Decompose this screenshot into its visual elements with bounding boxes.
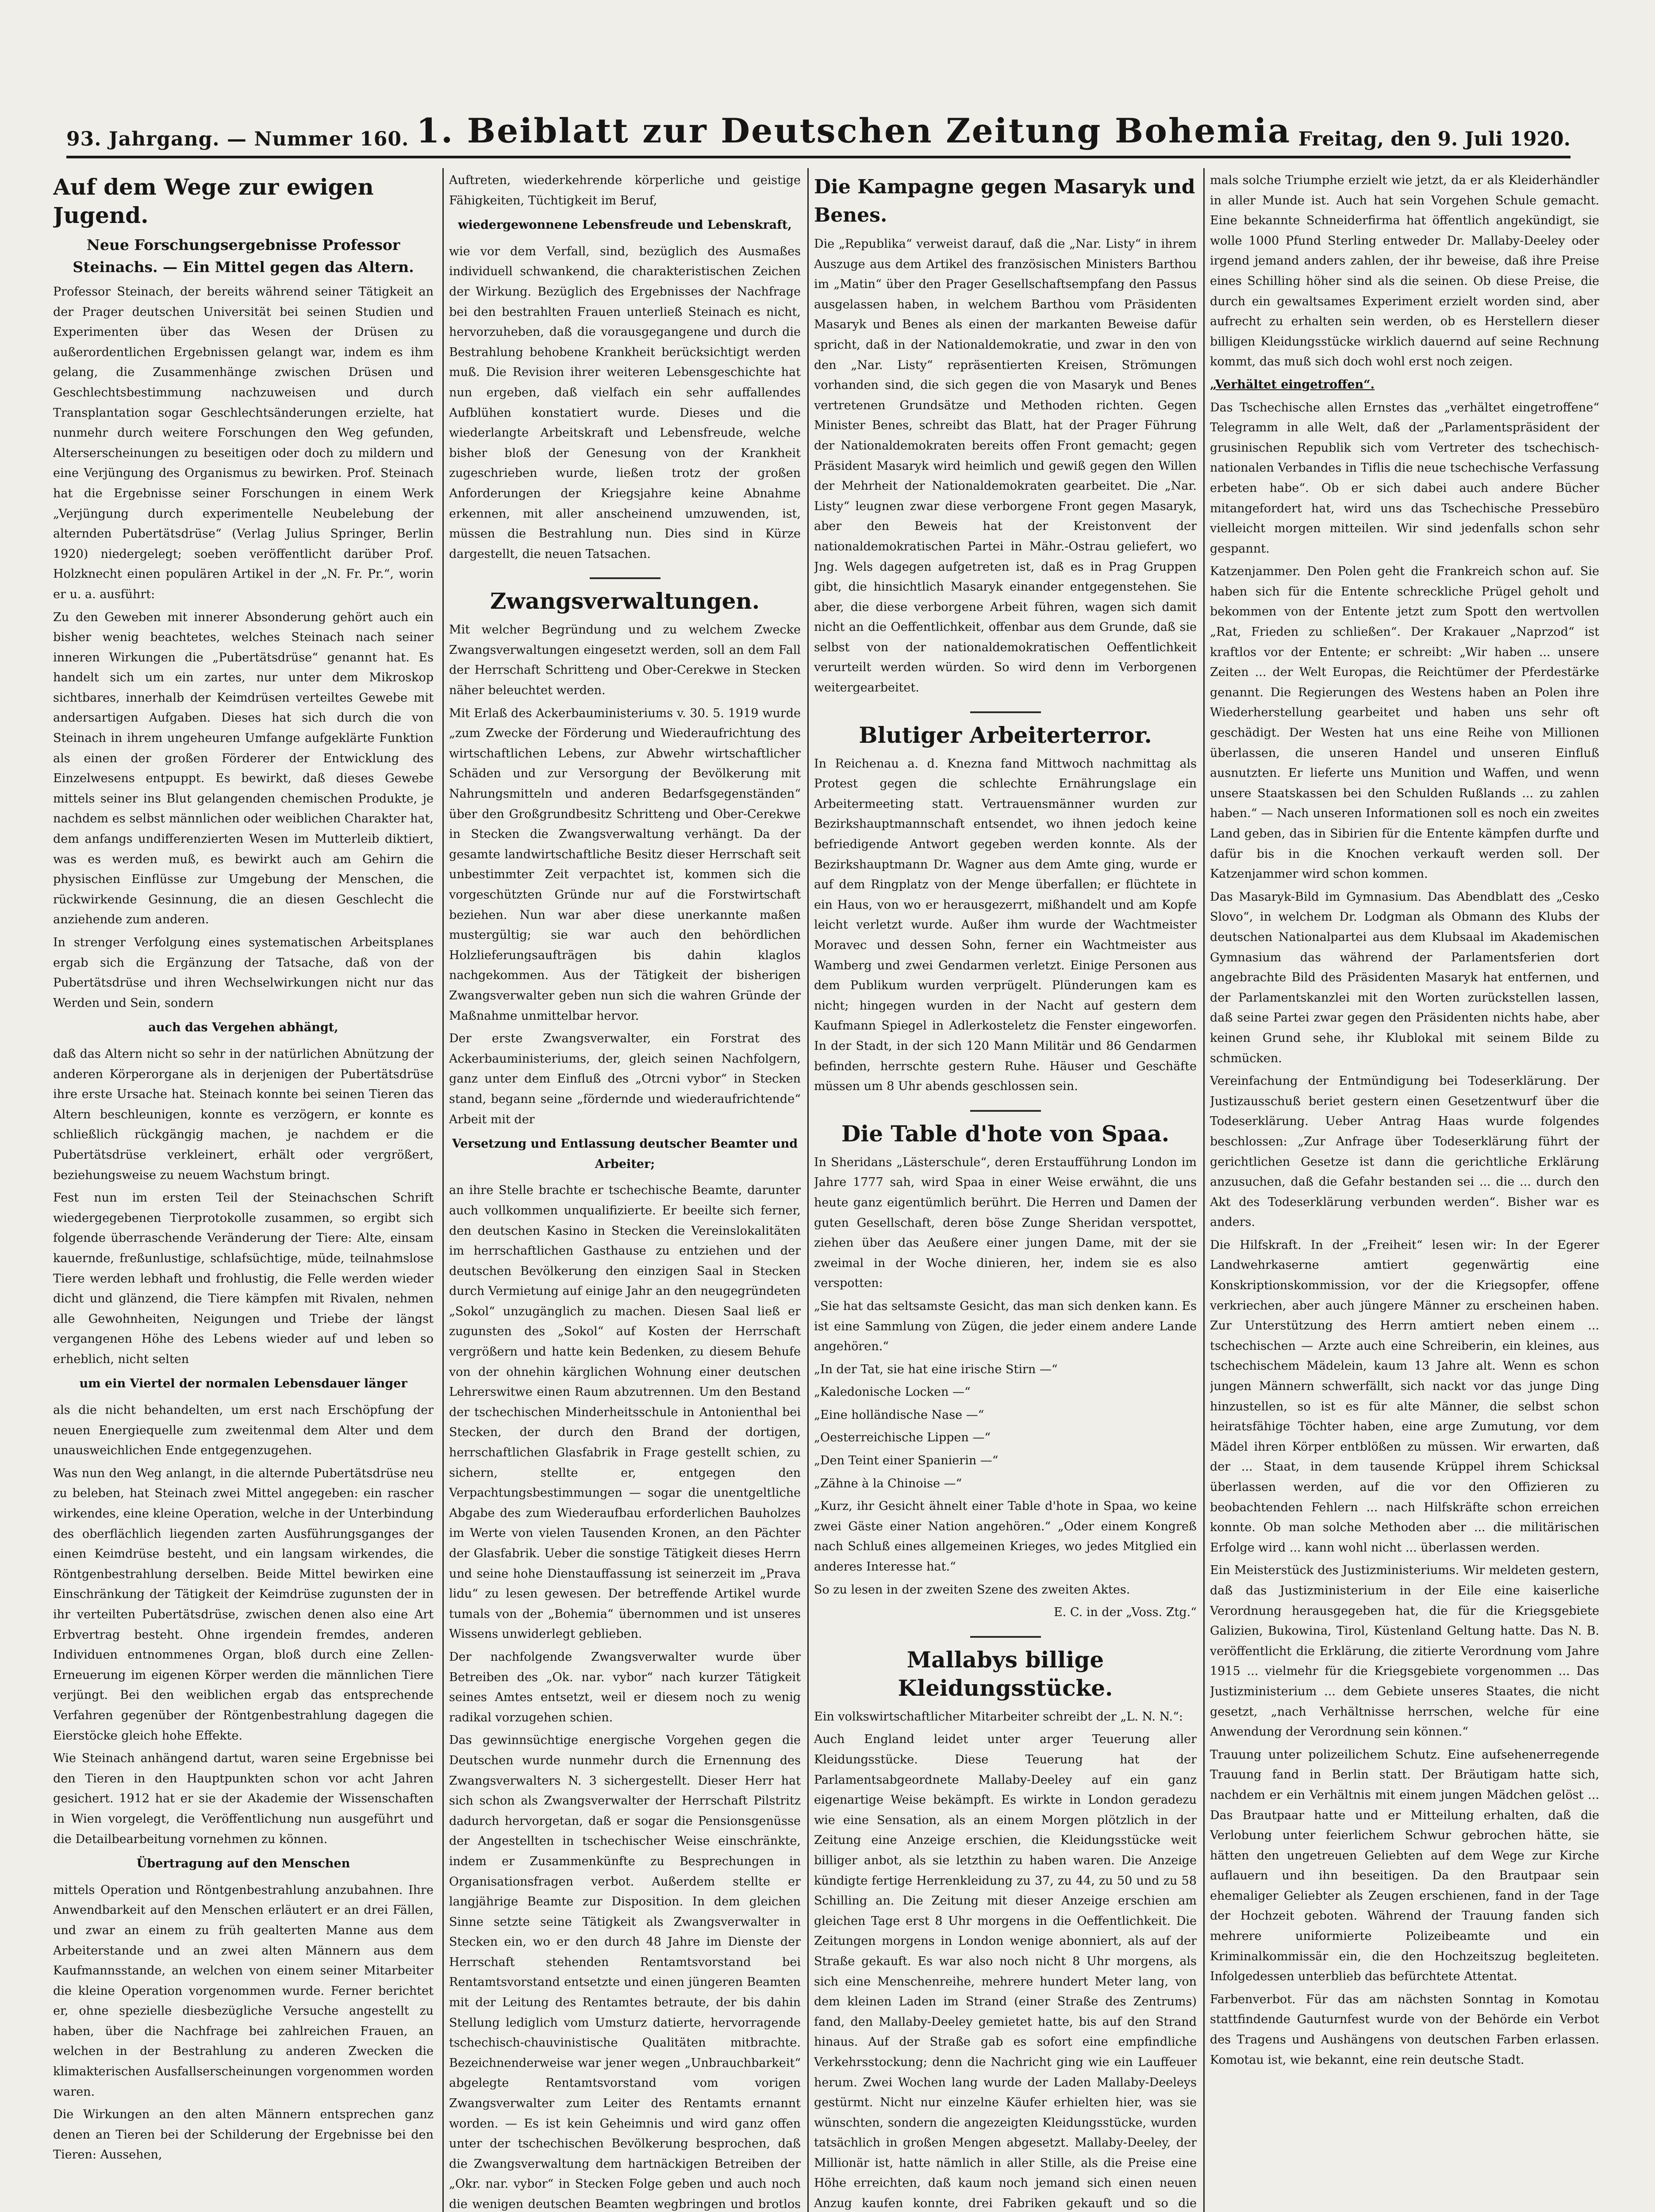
item-heading: „Verhältet eingetroffen“. [1210, 377, 1375, 392]
paragraph: Farbenverbot. Für das am nächsten Sonntag in Komotau stattfindende Gauturnfest wurde von der Behörde ein Verbot des Tragens und Aushängens von deutschen Farben erlassen. Komotau ist, wie bekannt, eine rein deutsche Stadt. [1210, 1992, 1599, 2067]
emphasized-line: um ein Viertel der normalen Lebensdauer länger [79, 1377, 407, 1391]
paragraph: Ein volkswirtschaftlicher Mitarbeiter schreibt der „L. N. N.“: [814, 1709, 1183, 1724]
article-headline: Auf dem Wege zur ewigen Jugend. [53, 174, 374, 228]
paragraph: Die Hilfskraft. In der „Freiheit“ lesen wir: In der Egerer Landwehrkaserne amtiert gegenwärtig eine Konskriptionskommission, vor der die Kriegsopfer, offene verkriechen, aber auch jüngere Männer zu erscheinen haben. Zur Unterstützung des Herrn amtiert neben einem ... tschechischen — Arzte auch eine Schreiberin, ein kleines, aus tschechischem Mädelein, kaum 13 Jahre alt. Wenn es schon jungen Männern schwerfällt, sich nackt vor das junge Ding hinzustellen, so ist es für alte Männer, die selbst schon heiratsfähige Töchter haben, eine arge Zumutung, vor dem Mädel ihren Körper entblößen zu müssen. Wir erwarten, daß der ... Staat, in dem tausende Krüppel ihrem Schicksal überlassen werden, auf die vor den Offizieren zu beobachtenden Fehlern ... nach Hilfskräfte schon erreichen konnte. Ob man solche Methoden aber ... die militärischen Erfolge wird ... kann wohl nicht ... überlassen werden. [1210, 1238, 1599, 1555]
paragraph: Mit Erlaß des Ackerbauministeriums v. 30. 5. 1919 wurde „zum Zwecke der Förderung und Wiederaufrichtung des wirtschaftlichen Lebens, zur Abwehr wirtschaftlicher Schäden und zur Versorgung der Bevölkerung mit Nahrungsmitteln und anderen Bedarfsgegenständen“ über den Großgrundbesitz Schritteng und Ober-Cerekwe in Stecken die Zwangsverwaltung verhängt. Da der gesamte landwirtschaftliche Besitz dieser Herrschaft seit unbestimmter Zeit verpachtet ist, kommen sich die vorgeschützten Gründe nur auf die Forstwirtschaft beziehen. Nun war aber diese unerkannte maßen mustergültig; sie war auch den behördlichen Holzlieferungsaufträgen bis dahin klaglos nachgekommen. Aus der Tätigkeit der bisherigen Zwangsverwalter geben nun sich die wahren Gründe der Maßnahme unmittelbar hervor. [449, 706, 801, 1023]
article-subheadline: Neue Forschungsergebnisse Professor Steinachs. — Ein Mittel gegen das Altern. [73, 236, 414, 276]
paragraph: Das Tschechische allen Ernstes das „verhältet eingetroffene“ Telegramm in alle Welt, daß der „Parlamentspräsident der grusinischen Republik sich vom Vertreter des tschechisch-nationalen Verbandes in Tiflis die neue tschechische Verfassung erbeten habe“. Ob er sich dabei auch andere Bücher mitangefordert hat, wird uns das Tschechische Pressebüro vielleicht morgen mitteilen. Wir sind jedenfalls schon sehr gespannt. [1210, 400, 1599, 556]
issue-number: 93. Jahrgang. — Nummer 160. [66, 128, 409, 150]
paragraph: In Reichenau a. d. Knezna fand Mittwoch nachmittag als Protest gegen die schlechte Ernährungslage ein Arbeitermeeting statt. Vertrauensmänner wurden zur Bezirkshauptmannschaft entsendet, wo ihnen jedoch keine befriedigende Antwort gegeben werden konnte. Als der Bezirkshauptmann Dr. Wagner aus dem Amte ging, wurde er auf dem Ringplatz von der Menge überfallen; er flüchtete in ein Haus, von wo er herausgezerrt, mißhandelt und am Kopfe leicht verletzt wurde. Außer ihm wurde der Wachtmeister Moravec und dessen Sohn, ferner ein Wachtmeister aus Wamberg und zwei Gendarmen verletzt. Einige Personen aus dem Publikum wurden verprügelt. Plünderungen kam es nicht; hingegen wurden in der Nacht auf gestern dem Kaufmann Spiegel in Adlerkosteletz die Fenster eingeworfen. In der Stadt, in der sich 120 Mann Militär und 86 Gendarmen befinden, herrschte gestern Ruhe. Häuser und Geschäfte müssen um 8 Uhr abends geschlossen sein. [814, 757, 1197, 1094]
emphasized-line: Versetzung und Entlassung deutscher Beamter und Arbeiter; [452, 1137, 798, 1171]
paragraph: In strenger Verfolgung eines systematischen Arbeitsplanes ergab sich die Ergänzung der Tatsache, daß von der Pubertätsdrüse und ihren Wechselwirkungen nicht nur das Werden und Sein, sondern [53, 936, 434, 1010]
column-2 [449, 170, 801, 2212]
newspaper-title: 1. Beiblatt zur Deutschen Zeitung Bohemia [416, 111, 1291, 150]
paragraph: Ein Meisterstück des Justizministeriums. Wir meldeten gestern, daß das Justizministerium in der Eile eine kaiserliche Verordnung herausgegeben hat, die für die Kriegsgebiete Galizien, Bukowina, Tirol, Küstenland Geltung hatte. Das N. B. veröffentlicht die Erklärung, die zitierte Verordnung vom Jahre 1915 ... vielmehr für die Kriegsgebiete vorgenommen ... Das Justizministerium ... dem Gebiete unseres Staates, die nicht gesetzt, „nach Verhältnisse herrschen, welche für eine Anwendung der Verordnung sein können.“ [1210, 1563, 1599, 1739]
quote: „Oesterreichische Lippen —“ [814, 1431, 991, 1445]
quote: „In der Tat, sie hat eine irische Stirn —“ [814, 1362, 1058, 1376]
paragraph: wie vor dem Verfall, sind, bezüglich des Ausmaßes individuell schwankend, die charakteristischen Zeichen der Wirkung. Bezüglich des Ergebnisses der Nachfrage bei den bestrahlten Frauen unterließ Steinach es nicht, hervorzuheben, daß die vorausgegangene und durch die Bestrahlung behobene Krankheit berücksichtigt werden muß. Die Revision ihrer weiteren Lebensgeschichte hat nun ergeben, daß vielfach ein sehr auffallendes Aufblühen konstatiert wurde. Dieses und die wiederlangte Arbeitskraft und Lebensfreude, welche bisher bloß der Genesung von der Krankheit zugeschrieben wurde, ließen trotz der großen Anforderungen der Kriegsjahre keine Abnahme erkennen, mit aller anscheinend umzuwenden, ist, müssen die Bestrahlung nun. Dies sind in Kürze dargestellt, die neuen Tatsachen. [449, 244, 801, 561]
issue-date: Freitag, den 9. Juli 1920. [1298, 128, 1571, 150]
quote: „Den Teint einer Spanierin —“ [814, 1454, 998, 1468]
column-3 [814, 170, 1197, 2212]
paragraph: In Sheridans „Lästerschule“, deren Erstaufführung London im Jahre 1777 sah, wird Spaa in einer Weise erwähnt, die uns heute ganz eigentümlich berührt. Die Herren und Damen der guten Gesellschaft, deren böse Zunge Sheridan verspottet, ziehen über das Aeußere einer jungen Dame, mit der sie zweimal in der Woche dinieren, her, indem sie es also verspotten: [814, 1155, 1197, 1290]
paragraph: Mit welcher Begründung und zu welchem Zwecke Zwangsverwaltungen eingesetzt werden, soll an dem Fall der Herrschaft Schritteng und Ober-Cerekwe in Stecken näher beleuchtet werden. [449, 623, 801, 698]
paragraph: daß das Altern nicht so sehr in der natürlichen Abnützung der anderen Körperorgane als in derjenigen der Pubertätsdrüse ihre erste Ursache hat. Steinach konnte bei seinen Tieren das Altern beschleunigen, konnte es verzögern, er konnte es schließlich rückgängig machen, je nachdem er die Pubertätsdrüse verkleinert, erhält oder vergrößert, beziehungsweise zu neuem Wachstum bringt. [53, 1047, 434, 1182]
paragraph: So zu lesen in der zweiten Szene des zweiten Aktes. [814, 1582, 1130, 1597]
article-separator [970, 711, 1041, 713]
paragraph: Zu den Geweben mit innerer Absonderung gehört auch ein bisher wenig beachtetes, welches Steinach nach seiner inneren Wirkungen die „Pubertätsdrüse“ genannt hat. Es handelt sich um ein zartes, nur unter dem Mikroskop sichtbares, innerhalb der Keimdrüsen verteiltes Gewebe mit andersartigen Aufgaben. Dieses hat sich durch die von Steinach in ihrem ungeheuren Umfange aufgeklärte Funktion als einen der großen Förderer der Entwicklung des Einzelwesens entpuppt. Es bewirkt, daß dieses Gewebe mittels seiner ins Blut gelangenden chemischen Produkte, je nachdem es selbst männlichen oder weiblichen Charakter hat, dem anfangs undifferenzierten Wesen im Mutterleib diktiert, was es werden muß, es bewirkt auch am Gehirn die physischen Einflüsse zur Umgebung der Menschen, die rückwirkende Gesinnung, die an diesen Geschlecht die anziehende zum anderen. [53, 610, 434, 927]
quote: „Sie hat das seltsamste Gesicht, das man sich denken kann. Es ist eine Sammlung von Zügen, die jeder einem andere Lande angehören.“ [814, 1299, 1197, 1354]
paragraph: Professor Steinach, der bereits während seiner Tätigkeit an der Prager deutschen Universität bei seinen Studien und Experimenten über das Wesen der Drüsen zu außerordentlichen Ergebnissen gelangt war, indem es ihm gelang, die Zusammenhänge zwischen Drüsen und Geschlechtsbestimmung nachzuweisen und durch Transplantation sogar Geschlechtsänderungen erzielte, hat nunmehr durch weitere Forschungen den Weg gefunden, Alterserscheinungen zu beseitigen oder doch zu mildern und eine Verjüngung des Organismus zu bewirken. Prof. Steinach hat die Ergebnisse seiner Forschungen in einem Werk „Verjüngung durch experimentelle Neubelebung der alternden Pubertätsdrüse“ (Verlag Julius Springer, Berlin 1920) niedergelegt; soeben veröffentlicht darüber Prof. Holzknecht einen populären Artikel in der „N. Fr. Pr.“, worin er u. a. ausführt: [53, 285, 434, 601]
article-headline: Mallabys billige Kleidungsstücke. [898, 1646, 1113, 1701]
section-heading: Übertragung auf den Menschen [136, 1857, 350, 1871]
centered-line: auch das Vergehen abhängt, [148, 1021, 338, 1035]
paragraph: mittels Operation und Röntgenbestrahlung anzubahnen. Ihre Anwendbarkeit auf den Menschen erläutert er an drei Fällen, und zwar an einem zu früh gealterten Manne aus dem Arbeiterstande und an zwei alten Männern aus dem Kaufmannsstande, an welchen von einem seiner Mitarbeiter die kleine Operation vorgenommen wurde. Ferner berichtet er, ohne spezielle diesbezügliche Versuche angestellt zu haben, über die Nachfrage bei zahlreichen Frauen, an welchen in der Bestrahlung zu anderen Zwecken die klimakterischen Ausfallserscheinungen vorgenommen worden waren. [53, 1883, 434, 2099]
paragraph: Was nun den Weg anlangt, in die alternde Pubertätsdrüse neu zu beleben, hat Steinach zwei Mittel angegeben: ein rascher wirkendes, eine kleine Operation, welche in der Unterbindung des oberflächlich liegenden zarten Ausführungsganges der einen Keimdrüse besteht, und ein langsam wirkendes, die Röntgenbestrahlung derselben. Beide Mittel bewirken eine Einschränkung der Tätigkeit der Keimdrüse zugunsten der in ihr verteilten Pubertätsdrüse, zwischen denen also eine Art Erbvertrag besteht. Ohne irgendein fremdes, anderen Individuen entnommenes Organ, bloß durch eine Zellen-Erneuerung im eigenen Körper werden die männlichen Tiere verjüngt. Bei den weiblichen ergab das entsprechende Verfahren gegenüber der Röntgenbestrahlung dagegen die Eierstöcke gleich hohe Effekte. [53, 1466, 434, 1743]
quote: „Kurz, ihr Gesicht ähnelt einer Table d'hote in Spaa, wo keine zwei Gäste einer Nation angehören.“ „Oder einem Kongreß nach Schluß eines allgemeinen Krieges, wo jedes Mitglied ein anderes Interesse hat.“ [814, 1499, 1197, 1574]
paragraph: Vereinfachung der Entmündigung bei Todeserklärung. Der Justizausschuß beriet gestern einen Gesetzentwurf über die Todeserklärung. Ueber Antrag Haas wurde folgendes beschlossen: „Zur Anfrage über Todeserklärung führt der gerichtlichen Gesetze ist dann die gerichtliche Erklärung anzusuchen, daß die Gefahr bestanden sei ... die ... durch den Akt des Todeserklärung verbunden werden“. Bisher war es anders. [1210, 1074, 1599, 1229]
paragraph: Fest nun im ersten Teil der Steinachschen Schrift wiedergegebenen Tierprotokolle zusammen, so ergibt sich folgende überraschende Veränderung der Tiere: Alte, einsam kauernde, freßunlustige, schlafsüchtige, müde, teilnahmslose Tiere werden lebhaft und frohlustig, die Felle werden wieder dicht und glänzend, die Tiere kämpfen mit Rivalen, nehmen alle Gewohnheiten, Neigungen und Triebe der längst vergangenen Höhe des Lebens wieder auf und leben so erheblich, nicht selten [53, 1191, 434, 1366]
paragraph: Katzenjammer. Den Polen geht die Frankreich schon auf. Sie haben sich für die Entente schreckliche Prügel geholt und bekommen von der Entente jetzt zum Spott den wertvollen „Rat, Frieden zu schließen“. Der Krakauer „Naprzod“ ist kraftlos vor der Entente; er schreibt: „Wir haben ... unsere Zeiten ... der Welt Europas, die Reichtümer der Pferdestärke genannt. Die Regierungen des Westens haben an Polen ihre Wiederherstellung gearbeitet und haben uns sehr oft geschädigt. Der Westen hat uns eine Reihe von Millionen überlassen, die unseren Handel und unseren Einfluß ausnutzten. Er lieferte uns Munition und Waffen, und wenn unsere Staatskassen bei den Schulden Rußlands ... zu zahlen haben.“ — Nach unseren Informationen soll es noch ein zweites Land geben, das in Sibirien für die Entente kämpfen durfte und dafür bis in die Knochen verkauft werden soll. Der Katzenjammer wird schon kommen. [1210, 565, 1599, 881]
article-separator [970, 1110, 1041, 1112]
article-headline: Zwangsverwaltungen. [490, 588, 760, 614]
paragraph: als die nicht behandelten, um erst nach Erschöpfung der neuen Energiequelle zum zweitenmal dem Alter und dem unausweichlichen Ende entgegenzugehen. [53, 1403, 434, 1458]
paragraph: an ihre Stelle brachte er tschechische Beamte, darunter auch vollkommen unqualifizierte. Er beeilte sich ferner, den deutschen Kasino in Stecken die Vereinslokalitäten im herrschaftlichen Gasthause zu entziehen und der deutschen Bevölkerung den einzigen Saal in Stecken durch Vermietung auf einige Jahr an den neugegründeten „Sokol“ unzugänglich zu machen. Diesen Saal ließ er zugunsten des „Sokol“ auf Kosten der Herrschaft vergrößern und hatte kein Bedenken, zu diesem Behufe von der ohnehin kärglichen Wohnung einer deutschen Lehrerswitwe einen Raum abzutrennen. Um den Bestand der tschechischen Minderheitsschule in Antonienthal bei Stecken, der durch den Brand der dortigen, herrschaftlichen Glasfabrik in Frage gestellt schien, zu sichern, stellte er, entgegen den Verpachtungsbestimmungen — sogar die unentgeltliche Abgabe des zum Wiederaufbau erforderlichen Bauholzes im Werte von vielen Tausenden Kronen, an den Pächter der Glasfabrik. Ueber die sonstige Tätigkeit dieses Herrn und seine hohe Dienstauffassung ist seinerzeit im „Prava lidu“ zu lesen gewesen. Der betreffende Artikel wurde tumals von der „Bohemia“ übernommen und ist unseres Wissens unwiderlegt geblieben. [449, 1183, 801, 1641]
column-divider [442, 168, 444, 2212]
paragraph: Das gewinnsüchtige energische Vorgehen gegen die Deutschen wurde nunmehr durch die Ernennung des Zwangsverwalters N. 3 sichergestellt. Dieser Herr hat sich schon als Zwangsverwalter der Herrschaft Pilstritz dadurch hervorgetan, daß er sogar die Pensionsgenüsse der Angestellten in tschechischer Weise einschränkte, indem er Zusammenkünfte zu Besprechungen in Organisationsfragen verbot. Außerdem stellte er langjährige Beamte zur Disposition. In dem gleichen Sinne setzte seine Tätigkeit als Zwangsverwalter in Stecken ein, wo er den durch 48 Jahre im Dienste der Herrschaft stehenden Rentamtsvorstand bei Rentamtsvorstand entsetzte und einen jüngeren Beamten mit der Leitung des Rentamtes betraute, der bis dahin Stellung lediglich vom Umsturz datierte, hervorragende tschechisch-chauvinistische Qualitäten mitbrachte. Bezeichnenderweise war jener wegen „Unbrauchbarkeit“ abgelegte Rentamtsvorstand vom vorigen Zwangsverwalter zum Leiter des Rentamts ernannt worden. — Es ist kein Geheimnis und wird ganz offen unter der tschechischen Bevölkerung besprochen, daß die Zwangsverwaltung dem hartnäckigen Betreiben der „Okr. nar. vybor“ in Stecken Folge geben und auch noch die wenigen deutschen Beamten wegbringen und brotlos [449, 1733, 801, 2211]
paragraph: Der nachfolgende Zwangsverwalter wurde über Betreiben des „Ok. nar. vybor“ nach kurzer Tätigkeit seines Amtes entsetzt, weil er diesem noch zu wenig radikal vorzugehen schien. [449, 1650, 801, 1724]
article-headline: Die Table d'hote von Spaa. [841, 1120, 1170, 1147]
article-headline: Blutiger Arbeiterterror. [859, 722, 1152, 748]
paragraph: Die Wirkungen an den alten Männern entsprechen ganz denen an Tieren bei der Schilderung der Ergebnisse bei den Tieren: Aussehen, [53, 2108, 434, 2162]
article-separator [590, 577, 660, 579]
column-divider [1203, 168, 1205, 2212]
column-4 [1210, 170, 1599, 2212]
signature: E. C. in der „Voss. Ztg.“ [1053, 1605, 1197, 1620]
column-1 [53, 170, 434, 2212]
paragraph: Der erste Zwangsverwalter, ein Forstrat des Ackerbauministeriums, der, gleich seinen Nachfolgern, ganz unter dem Einfluß des „Otrcni vybor“ in Stecken stand, begann seine „fördernde und wiederaufrichtende“ Arbeit mit der [449, 1032, 801, 1126]
article-headline: Die Kampagne gegen Masaryk und Benes. [814, 176, 1195, 227]
paragraph: mals solche Triumphe erzielt wie jetzt, da er als Kleiderhändler in aller Munde ist. Auch hat sein Vorgehen Schule gemacht. Eine bekannte Schneiderfirma hat öffentlich angekündigt, sie wolle 1000 Pfund Sterling entweder Dr. Mallaby-Deeley oder irgend jemand anders zahlen, der ihr beweise, daß ihre Preise eines Schilling höher sind als die seinen. Ob diese Preise, die durch ein gewaltsames Experiment erzielt worden sind, aber aufrecht zu erhalten sein werden, ob es Herstellern dieser billigen Kleidungsstücke wirklich dauernd auf seine Rechnung kommt, das muß sich doch wohl erst noch zeigen. [1210, 173, 1599, 369]
paragraph: Auftreten, wiederkehrende körperliche und geistige Fähigkeiten, Tüchtigkeit im Beruf, [449, 173, 801, 207]
quote: „Kaledonische Locken —“ [814, 1385, 971, 1399]
paragraph: Das Masaryk-Bild im Gymnasium. Das Abendblatt des „Cesko Slovo“, in welchem Dr. Lodgman als Obmann des Klubs der deutschen Nationalpartei aus dem Klubsaal im Akademischen Gymnasium das während der Parlamentsferien dort angebrachte Bild des Präsidenten Masaryk hat entfernen, und der Parlamentskanzlei mit den Worten zurückstellen lassen, daß seine Partei zwar gegen den Präsidenten nichts habe, aber keinen Grund sehe, ihr Klublokal mit seinem Bilde zu schmücken. [1210, 890, 1599, 1065]
masthead [66, 111, 1571, 150]
emphasized-line: wiedergewonnene Lebensfreude und Lebenskraft, [458, 218, 792, 232]
quote: „Zähne à la Chinoise —“ [814, 1476, 962, 1490]
column-divider [807, 168, 809, 2212]
paragraph: Die „Republika“ verweist darauf, daß die „Nar. Listy“ in ihrem Auszuge aus dem Artikel des französischen Ministers Barthou im „Matin“ über den Prager Gesellschaftsempfang den Passus ausgelassen haben, in welchem Barthou vom Präsidenten Masaryk und Benes als einen der markanten Beweise dafür spricht, daß in der Nationaldemokratie, und zwar in den von den „Nar. Listy“ repräsentierten Kreisen, Strömungen vorhanden sind, die sich gegen die von Masaryk und Benes vertretenen Grundsätze und Methoden richten. Gegen Minister Benes, schreibt das Blatt, hat der Prager Führung der Nationaldemokraten bereits offen Front gemacht; gegen Präsident Masaryk wird heimlich und gewiß gegen den Willen der Mehrheit der Nationaldemokraten gearbeitet. Die „Nar. Listy“ leugnen zwar diese verborgene Front gegen Masaryk, aber den Beweis hat der Kreistonvent der nationaldemokratischen Partei in Mähr.-Ostrau geliefert, wo Jng. Wels dagegen aufgetreten ist, daß es in Prag Gruppen gibt, die hinsichtlich Masaryk einander entgegenstehen. Sie aber, die diese verborgene Arbeit führen, wagen sich damit nicht an die Oeffentlichkeit, offenbar aus dem Grunde, daß sie selbst von der nationaldemokratischen Oeffentlichkeit verurteilt werden würden. So wird denn im Verborgenen weitergearbeitet. [814, 237, 1197, 695]
quote: „Eine holländische Nase —“ [814, 1408, 984, 1422]
paragraph: Wie Steinach anhängend dartut, waren seine Ergebnisse bei den Tieren in den Hauptpunkten schon vor acht Jahren gesichert. 1912 hat er sie der Akademie der Wissenschaften in Wien vorgelegt, die Veröffentlichung nun ausgeführt und die Detailbearbeitung vornehmen zu können. [53, 1751, 434, 1846]
paragraph: Trauung unter polizeilichem Schutz. Eine aufsehenerregende Trauung fand in Berlin statt. Der Bräutigam hatte sich, nachdem er ein Verhältnis mit einem jungen Mädchen gelöst ... Das Brautpaar hatte und er Mitteilung erhalten, daß die Verlobung unter feierlichem Schwur gebrochen hätte, sie hätten den ungetreuen Geliebten auf dem Wege zur Kirche auflauern und ihn beseitigen. Da den Brautpaar sein ehemaliger Geliebter als Zeugen erschienen, fand in der Tage der Hochzeit geboten. Während der Trauung fanden sich mehrere uniformierte Polizeibeamte und ein Kriminalkommissär ein, die den Hochzeitszug begleiteten. Infolgedessen unterblieb das befürchtete Attentat. [1210, 1747, 1599, 1984]
article-separator [970, 1636, 1041, 1638]
masthead-rule [66, 156, 1571, 158]
paragraph: Auch England leidet unter arger Teuerung aller Kleidungsstücke. Diese Teuerung hat der Parlamentsabgeordnete Mallaby-Deeley auf ein ganz eigenartige Weise bekämpft. Es wirkte in London geradezu wie eine Sensation, als an einem Morgen plötzlich in der Zeitung eine Anzeige erschien, die Kleidungsstücke weit billiger anbot, als sie letzthin zu haben waren. Die Anzeige kündigte fertige Herrenkleidung zu 37, zu 44, zu 50 und zu 58 Schilling an. Die Zeitung mit dieser Anzeige erschien am gleichen Tage erst 8 Uhr morgens in die Oeffentlichkeit. Die Zeitungen morgens in London wenige abonniert, als auf der Straße gekauft. Es war also noch nicht 8 Uhr morgens, als sich eine Menschenreihe, mehrere hundert Meter lang, von dem kleinen Laden im Strand (einer Straße des Zentrums) fand, den Mallaby-Deeley gemietet hatte, bis auf den Strand hinaus. Auf der Straße gab es sofort eine empfindliche Verkehrsstockung; denn die Nachricht ging wie ein Lauffeuer herum. Zwei Wochen lang wurde der Laden Mallaby-Deeleys gestürmt. Nicht nur einzelne Käufer erhielten hier, was sie wünschten, sondern die angezeigten Kleidungsstücke, wurden tatsächlich in großen Mengen abgesetzt. Mallaby-Deeley, der Millionär ist, hatte nämlich in aller Stille, als die Preise eine Höhe erreichten, daß kaum noch jemand sich einen neuen Anzug kaufen konnte, drei Fabriken gekauft und so die [814, 1732, 1197, 2211]
